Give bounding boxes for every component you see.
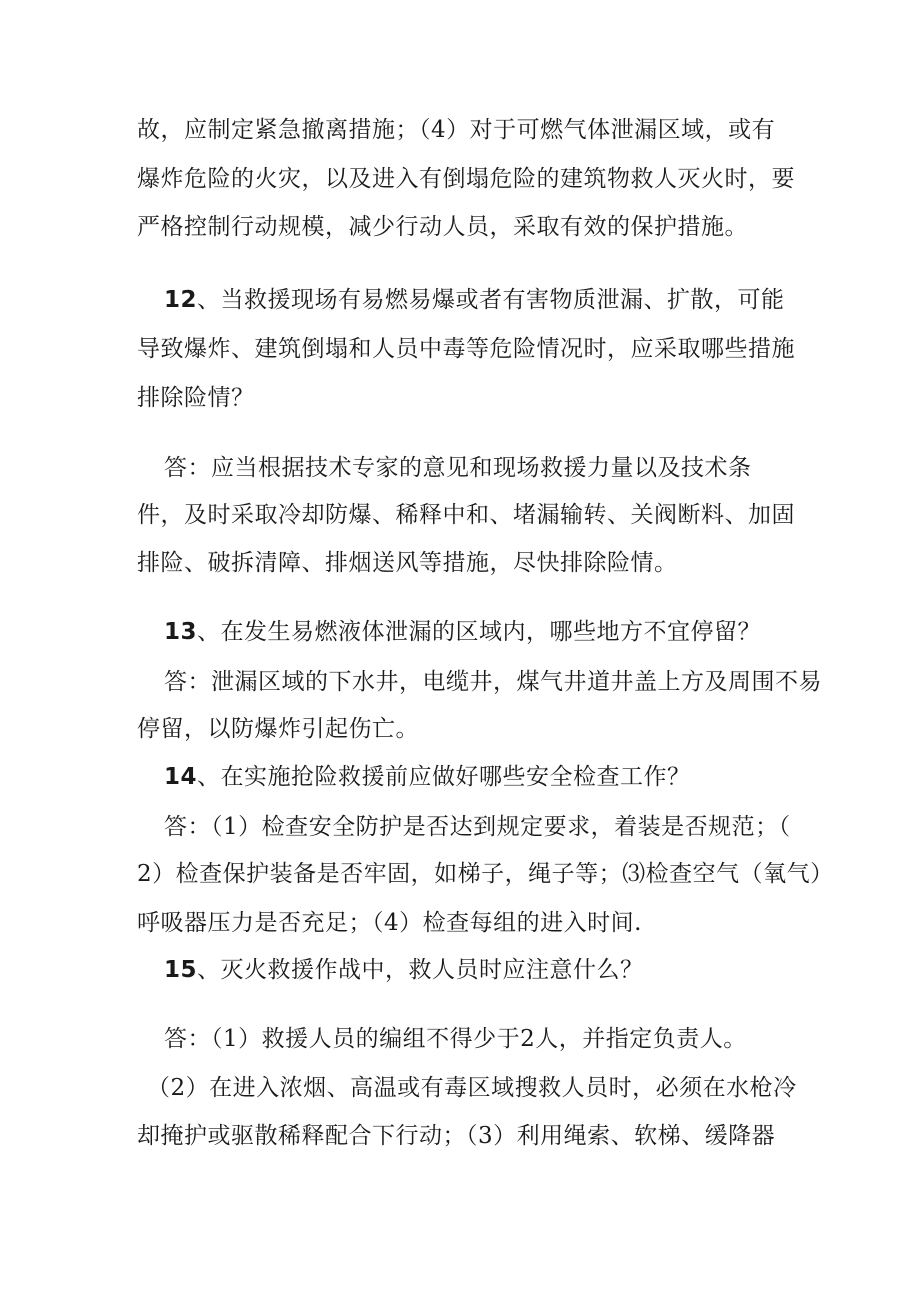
answer-line: 却掩护或驱散稀释配合下行动；（3）利用绳索、软梯、缓降器 — [137, 1123, 776, 1149]
answer-line: 呼吸器压力是否充足；（4）检查每组的进入时间. — [137, 910, 642, 936]
answer-line: （2）在进入浓烟、高温或有毒区域搜救人员时，必须在水枪冷 — [147, 1075, 797, 1101]
question-line: 排除险情？ — [137, 385, 255, 411]
question-text: 、在发生易燃液体泄漏的区域内，哪些地方不宜停留？ — [197, 619, 762, 645]
question-line: 导致爆炸、建筑倒塌和人员中毒等危险情况时，应采取哪些措施 — [137, 336, 795, 362]
answer-line: 件，及时采取冷却防爆、稀释中和、堵漏输转、关阀断料、加固 — [137, 502, 795, 528]
intro-line: 爆炸危险的火灾，以及进入有倒塌危险的建筑物救人灭火时，要 — [137, 166, 795, 192]
question-13 — [164, 617, 761, 647]
answer-line: 排险、破拆清障、排烟送风等措施，尽快排除险情。 — [137, 550, 678, 576]
question-14 — [164, 762, 691, 792]
question-15 — [164, 955, 644, 985]
answer-line: 答：（1）检查安全防护是否达到规定要求，着装是否规范；（ — [164, 814, 791, 840]
question-number: 14 — [164, 764, 198, 790]
intro-line: 故，应制定紧急撤离措施；（4）对于可燃气体泄漏区域，或有 — [137, 117, 776, 143]
answer-line: 答：泄漏区域的下水井，电缆井，煤气井道井盖上方及周围不易 — [164, 669, 822, 695]
answer-line: 答：（1）救援人员的编组不得少于2人，并指定负责人。 — [164, 1026, 747, 1052]
question-12 — [164, 285, 785, 315]
intro-line: 严格控制行动规模，减少行动人员，采取有效的保护措施。 — [137, 214, 748, 240]
question-number: 15 — [164, 957, 198, 983]
question-number: 12 — [164, 287, 198, 313]
question-text: 、灭火救援作战中，救人员时应注意什么？ — [197, 957, 644, 983]
answer-line: 答：应当根据技术专家的意见和现场救援力量以及技术条 — [164, 455, 752, 481]
question-number: 13 — [164, 619, 198, 645]
question-text: 、当救援现场有易燃易爆或者有害物质泄漏、扩散，可能 — [197, 287, 785, 313]
answer-line: 停留，以防爆炸引起伤亡。 — [137, 716, 419, 742]
question-text: 、在实施抢险救援前应做好哪些安全检查工作？ — [197, 764, 691, 790]
answer-line: 2）检查保护装备是否牢固，如梯子，绳子等；⑶检查空气（氧气） — [137, 861, 834, 887]
